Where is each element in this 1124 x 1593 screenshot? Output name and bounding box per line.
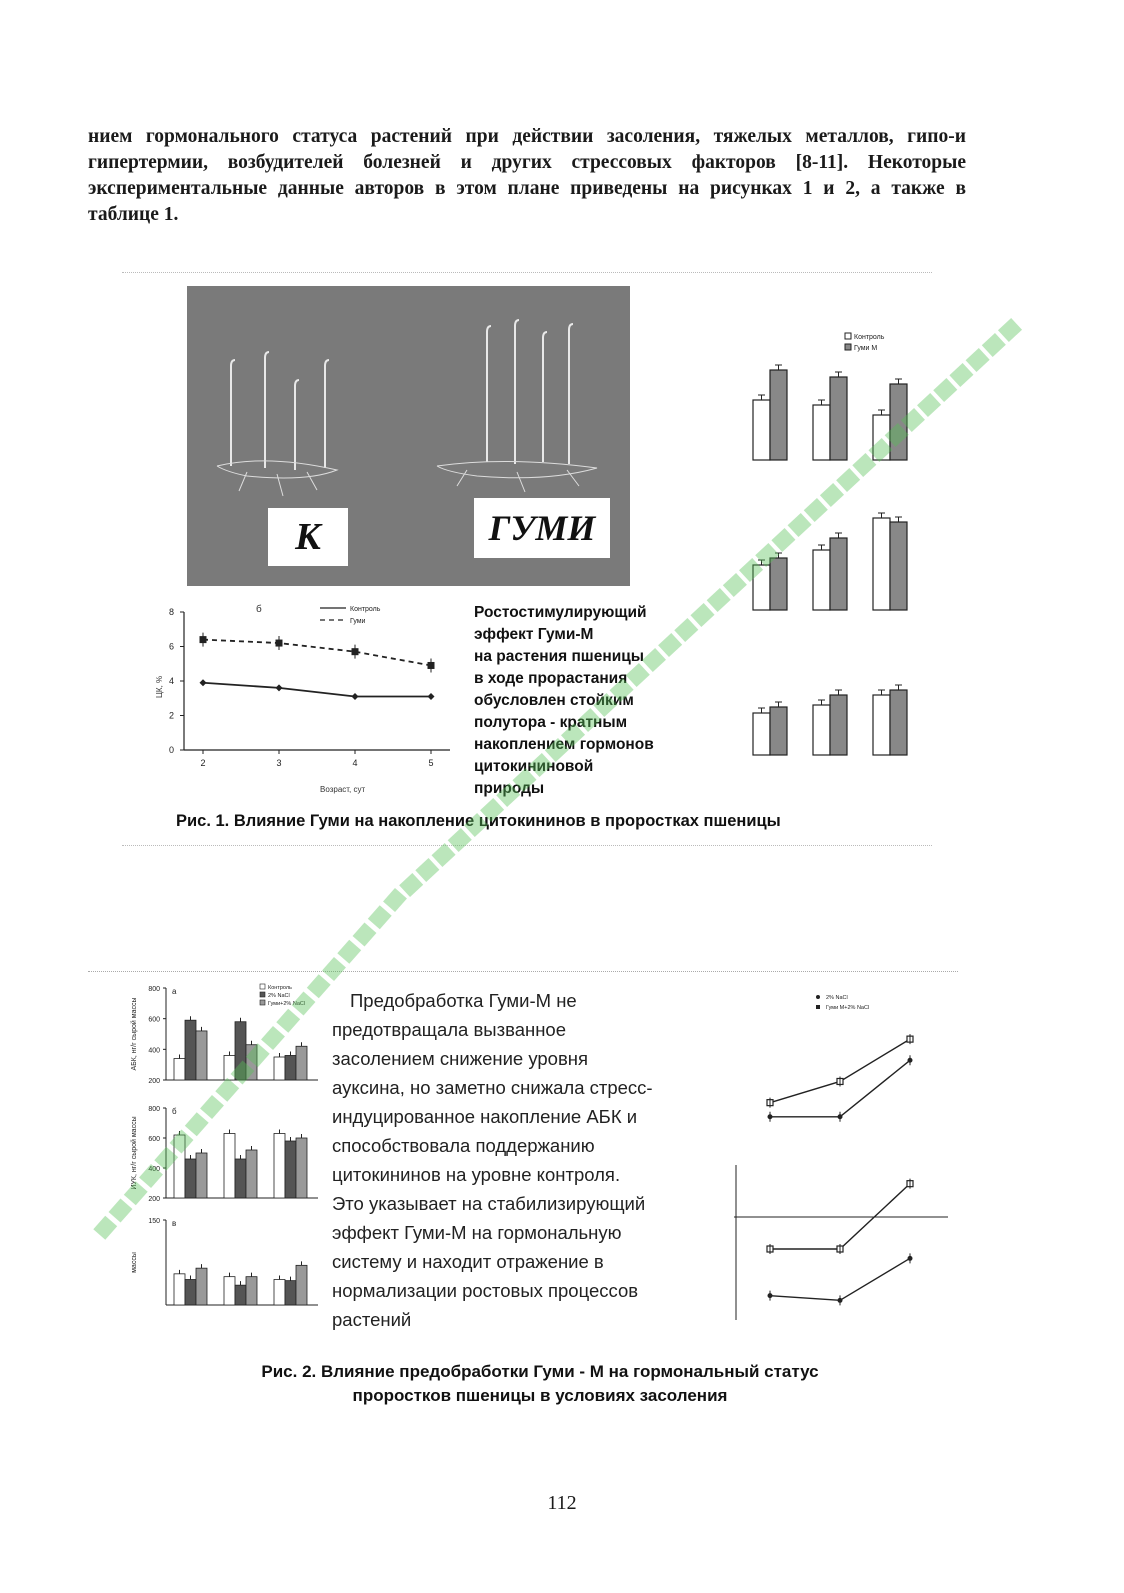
bar2-gumi-nacl xyxy=(196,1153,207,1198)
paragraph-line: гипертермии, возбудителей болезней и других стрессовых факторов [8-11]. Некоторые xyxy=(88,152,966,173)
bars2-legend-swatch xyxy=(260,1000,265,1005)
paragraph-line: таблице 1. xyxy=(88,204,179,225)
bar1-control xyxy=(873,415,890,460)
description-line: Ростостимулирующий xyxy=(474,604,647,621)
bars2-legend-swatch xyxy=(260,984,265,989)
chart1-x-tick-label: 5 xyxy=(428,758,434,768)
description-line: индуцированное накопление АБК и xyxy=(332,1106,638,1127)
lines2-series-line xyxy=(770,1184,910,1249)
bar2-panel-label: б xyxy=(172,1107,177,1116)
chart1-point xyxy=(352,693,359,700)
bars1-legend xyxy=(845,333,885,352)
photo-label-gumi: ГУМИ xyxy=(474,498,610,558)
description-line: эффект Гуми-М на гормональную xyxy=(332,1222,622,1243)
bar2-gumi-nacl xyxy=(246,1045,257,1080)
bar1-control xyxy=(873,695,890,755)
chart1-legend xyxy=(320,606,381,625)
bar1-gumi xyxy=(890,384,907,460)
bars1-legend-swatch xyxy=(845,333,851,339)
bar2-gumi-nacl xyxy=(196,1268,207,1305)
bar2-y-tick-label: 200 xyxy=(148,1196,160,1203)
bar2-nacl xyxy=(235,1159,246,1198)
chart1-panel-label: б xyxy=(256,604,262,615)
lines2-legend-label: 2% NaCl xyxy=(826,995,848,1001)
bar2-nacl xyxy=(185,1020,196,1080)
watermark-dash xyxy=(949,363,973,387)
chart1-point xyxy=(428,693,435,700)
bar2-control xyxy=(274,1057,285,1080)
bar1-control xyxy=(813,550,830,610)
bar2-y-tick-label: 600 xyxy=(148,1016,160,1024)
chart1-x-tick-label: 2 xyxy=(200,758,206,768)
bar2-control xyxy=(224,1134,235,1199)
watermark-dash xyxy=(337,940,361,964)
watermark-dash xyxy=(353,922,377,946)
description-line: цитокининовой xyxy=(474,758,594,775)
description-line: обусловлен стойким xyxy=(474,692,634,709)
description-line: накоплением гормонов xyxy=(474,736,654,753)
lines2-series-line xyxy=(770,1039,910,1103)
bar2-control xyxy=(274,1134,285,1199)
bar1-control xyxy=(813,405,830,460)
chart1-y-tick-label: 6 xyxy=(168,641,174,652)
bar2-y-tick-label: 200 xyxy=(148,1078,160,1085)
bar2-gumi-nacl xyxy=(296,1046,307,1080)
bar2-nacl xyxy=(285,1055,296,1080)
bar1-gumi xyxy=(830,538,847,610)
chart1-x-axis-label: Возраст, сут xyxy=(320,785,366,794)
chart1-y-tick-label: 8 xyxy=(168,607,174,617)
lines2-series-line xyxy=(770,1258,910,1300)
bar1-gumi xyxy=(770,558,787,610)
lines2-legend-swatch xyxy=(816,995,820,999)
bar1-gumi xyxy=(770,370,787,460)
bar1-control xyxy=(873,518,890,610)
page-number: 112 xyxy=(547,1492,577,1514)
bar2-gumi-nacl xyxy=(246,1277,257,1305)
bars2-legend-label: Гуми+2% NaCl xyxy=(268,1001,306,1007)
bar1-gumi xyxy=(830,695,847,755)
watermark-dash xyxy=(432,843,456,867)
bar2-nacl xyxy=(185,1280,196,1306)
figure-1-bar-charts xyxy=(735,330,935,770)
figure-2-caption-line: Рис. 2. Влияние предобработки Гуми - М на гормональный статус xyxy=(261,1362,819,1381)
bar2-gumi-nacl xyxy=(296,1265,307,1305)
lines2-legend-label: Гуми М+2% NaCl xyxy=(826,1005,870,1011)
description-line: цитокининов на уровне контроля. xyxy=(332,1164,621,1185)
figure-2-caption-line: проростков пшеницы в условиях засоления xyxy=(352,1386,728,1405)
watermark-dash xyxy=(998,318,1022,342)
description-line: растений xyxy=(332,1309,412,1330)
description-line: систему и находит отражение в xyxy=(332,1251,604,1272)
bars2-legend-swatch xyxy=(260,992,265,997)
bars2-legend-label: 2% NaCl xyxy=(268,993,290,999)
bar2-gumi-nacl xyxy=(246,1150,257,1198)
paragraph-line: нием гормонального статуса растений при действии засоления, тяжелых металлов, гипо-и xyxy=(88,126,966,147)
bar2-control xyxy=(174,1135,185,1198)
chart1-x-tick-label: 3 xyxy=(276,758,282,768)
bar2-y-tick-label: 600 xyxy=(148,1136,160,1143)
chart1-legend-label: Гуми xyxy=(350,618,366,625)
watermark-dash xyxy=(368,905,392,929)
description-line: нормализации ростовых процессов xyxy=(332,1280,639,1301)
bar2-gumi-nacl xyxy=(196,1031,207,1080)
bar2-control xyxy=(274,1280,285,1306)
bar1-gumi xyxy=(890,690,907,755)
chart1-legend-label: Контроль xyxy=(350,606,381,613)
chart1-series-line xyxy=(203,683,431,697)
figure-1-caption: Рис. 1. Влияние Гуми на накопление цитокининов в проростках пшеницы xyxy=(176,812,781,830)
figure-2-bar-charts xyxy=(128,980,328,1320)
watermark-dash xyxy=(966,348,990,372)
watermark-dash xyxy=(415,858,439,882)
description-line: предотвращала вызванное xyxy=(332,1019,567,1040)
bar2-nacl xyxy=(235,1022,246,1080)
figure-2-top-rule xyxy=(88,971,958,972)
bar2-y-axis-label: АБК, нг/г сырой массы xyxy=(131,997,138,1071)
bar2-nacl xyxy=(285,1141,296,1198)
bar2-control xyxy=(224,1277,235,1305)
figure-2-line-charts xyxy=(730,985,960,1335)
chart1-series-line xyxy=(203,640,431,666)
watermark-dash xyxy=(399,873,423,897)
chart1-y-tick-label: 4 xyxy=(168,676,174,686)
description-line: засолением снижение уровня xyxy=(332,1048,589,1069)
bar2-nacl xyxy=(185,1159,196,1198)
chart1-x-tick-label: 4 xyxy=(352,758,358,768)
lines2-legend-swatch xyxy=(816,1005,820,1009)
description-line: полутора - кратным xyxy=(474,714,628,731)
bar2-y-tick-label: 400 xyxy=(148,1166,160,1173)
chart1-y-tick-label: 0 xyxy=(168,745,174,755)
bar1-control xyxy=(813,705,830,755)
bar2-control xyxy=(224,1055,235,1080)
chart1-point xyxy=(200,679,207,686)
bar2-y-tick-label: 150 xyxy=(148,1218,160,1225)
bar2-panel-label: а xyxy=(172,987,177,996)
bars1-legend-label: Контроль xyxy=(854,334,885,341)
bars2-legend xyxy=(260,984,305,1007)
bar1-gumi xyxy=(770,707,787,755)
figure-1-line-chart xyxy=(150,598,470,798)
bar2-control xyxy=(174,1274,185,1305)
bars1-legend-label: Гуми М xyxy=(854,345,878,352)
bar2-y-tick-label: 800 xyxy=(148,1106,160,1113)
lines2-legend xyxy=(816,995,869,1011)
description-line: Предобработка Гуми-М не xyxy=(350,990,577,1011)
bar2-nacl xyxy=(235,1285,246,1305)
bar1-gumi xyxy=(890,522,907,610)
watermark-dash xyxy=(933,378,957,402)
description-line: способствовала поддержанию xyxy=(332,1135,595,1156)
description-line: ауксина, но заметно снижала стресс- xyxy=(332,1077,653,1098)
bar1-control xyxy=(753,713,770,755)
chart1-y-tick-label: 2 xyxy=(168,710,174,721)
watermark-dash xyxy=(383,888,407,912)
figure-1-description xyxy=(474,602,704,800)
bar2-gumi-nacl xyxy=(296,1138,307,1198)
body-paragraph xyxy=(88,124,966,228)
figure-2-description xyxy=(332,986,722,1334)
chart1-point xyxy=(276,684,283,691)
bar1-gumi xyxy=(830,377,847,460)
bar2-nacl xyxy=(285,1281,296,1305)
figure-2-caption xyxy=(160,1360,920,1408)
watermark-dash xyxy=(982,333,1006,357)
lines2-series-line xyxy=(770,1060,910,1116)
watermark-dash xyxy=(322,957,346,981)
description-line: эффект Гуми-М xyxy=(474,626,594,643)
bar2-y-axis-label: массы xyxy=(131,1252,138,1273)
bar2-panel-label: в xyxy=(172,1219,177,1228)
bar1-control xyxy=(753,565,770,610)
bars1-legend-swatch xyxy=(845,344,851,350)
paragraph-line: экспериментальные данные авторов в этом плане приведены на рисунках 1 и 2, а также в xyxy=(88,178,966,199)
bars2-legend-label: Контроль xyxy=(268,985,292,991)
chart1-y-axis-label: ЦК, % xyxy=(155,675,164,698)
description-line: Это указывает на стабилизирующий xyxy=(332,1193,646,1214)
bar2-y-tick-label: 400 xyxy=(148,1047,160,1055)
bar2-y-axis-label: ИУК, нг/г сырой массы xyxy=(131,1116,138,1190)
description-line: природы xyxy=(474,780,545,797)
description-line: на растения пшеницы xyxy=(474,648,645,665)
photo-label-control: К xyxy=(268,508,348,566)
bar1-control xyxy=(753,400,770,460)
bar2-control xyxy=(174,1059,185,1080)
watermark-dash xyxy=(93,1216,117,1240)
bar2-y-tick-label: 800 xyxy=(148,986,160,993)
description-line: в ходе прорастания xyxy=(474,670,628,687)
